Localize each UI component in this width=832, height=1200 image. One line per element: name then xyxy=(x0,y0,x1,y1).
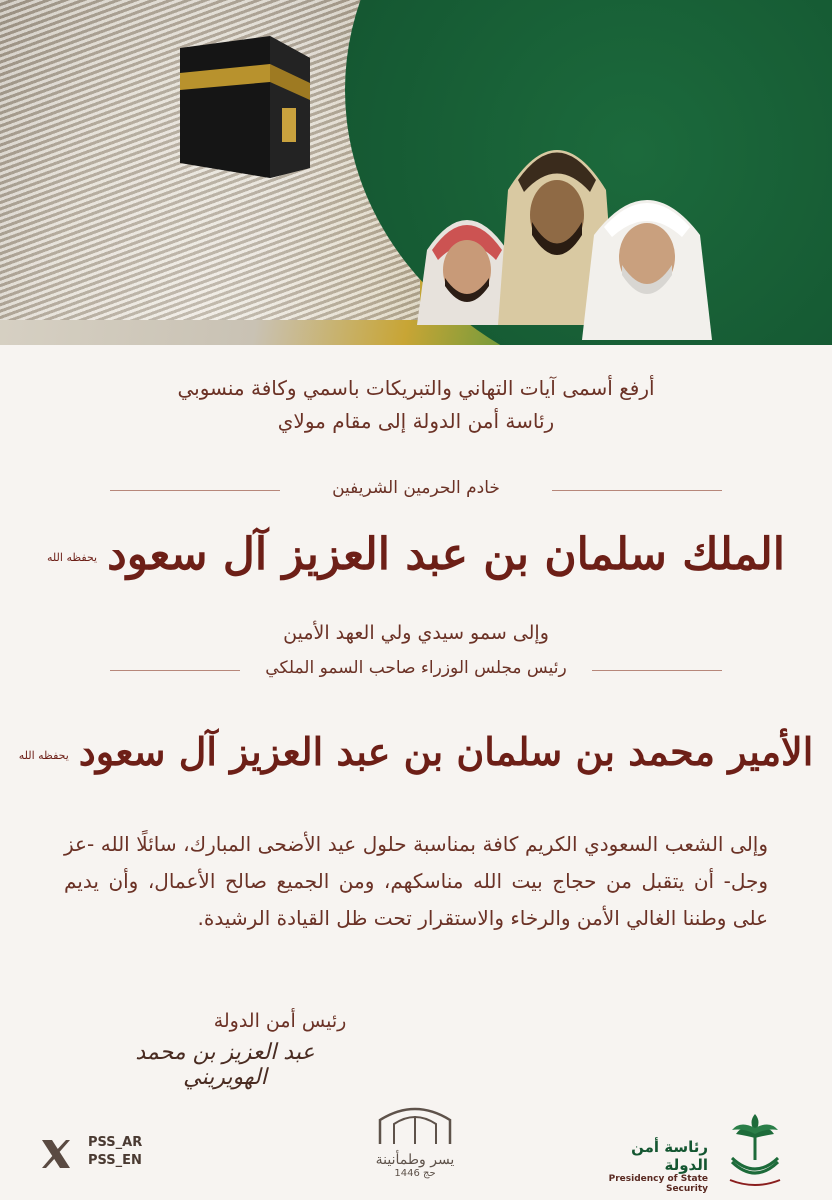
signature-name: عبد العزيز بن محمد الهويريني xyxy=(135,1040,315,1090)
agency-name-ar: رئاسة أمن الدولة xyxy=(631,1138,708,1174)
king-title-row xyxy=(110,478,722,502)
divider-right xyxy=(592,670,722,671)
intro-line-1: أرفع أسمى آيات التهاني والتبريكات باسمي وكافة منسوبي xyxy=(177,376,655,400)
king-name-calligraphy xyxy=(0,520,832,593)
king-portrait xyxy=(582,165,712,340)
social-handles xyxy=(88,1134,142,1170)
divider-right xyxy=(552,490,722,491)
divider-left xyxy=(110,670,240,671)
divider-left xyxy=(110,490,280,491)
saudi-emblem-icon xyxy=(722,1108,788,1192)
hajj-logo xyxy=(360,1098,470,1190)
crown-prince-title: رئيس مجلس الوزراء صاحب السمو الملكي xyxy=(265,658,567,678)
king-title: خادم الحرمين الشريفين xyxy=(332,478,500,498)
x-logo-icon[interactable] xyxy=(36,1134,76,1174)
crown-prince-honorific: يحفظه الله xyxy=(18,748,69,762)
king-name: الملك سلمان بن عبد العزيز آل سعود xyxy=(107,529,785,580)
hajj-logo-text: يسر وطمأنينة xyxy=(375,1152,455,1168)
hajj-year: حج 1446 xyxy=(394,1168,436,1179)
crown-prince-name-calligraphy xyxy=(0,712,832,796)
kaaba-image xyxy=(160,28,320,178)
signature-role: رئيس أمن الدولة xyxy=(213,1010,347,1032)
agency-name-en: Presidency of State Security xyxy=(608,1174,708,1194)
intro-text xyxy=(0,372,832,438)
intro-line-2: رئاسة أمن الدولة إلى مقام مولاي xyxy=(277,409,555,433)
hajj-arch-icon xyxy=(360,1098,470,1148)
king-honorific: يحفظه الله xyxy=(47,550,98,564)
crown-prince-title-row xyxy=(110,658,722,682)
message-body: وإلى الشعب السعودي الكريم كافة بمناسبة حلول عيد الأضحى المبارك، سائلًا الله -عز وجل- أن يتقبل من حجاج بيت الله مناسكهم، ومن الجميع صالح الأعمال، وأن يديم على وطننا الغالي الأمن والرخاء والاستقرار تحت ظل القيادة الرشيدة. xyxy=(64,832,768,930)
crown-prince-name: الأمير محمد بن سلمان بن عبد العزيز آل سعود xyxy=(78,729,814,774)
agency-name-block xyxy=(588,1138,708,1194)
crown-prince-intro: وإلى سمو سيدي ولي العهد الأمين xyxy=(283,622,549,644)
social-handle-en[interactable]: PSS_EN xyxy=(88,1153,142,1168)
hero-banner xyxy=(0,0,832,345)
social-handle-ar[interactable]: PSS_AR xyxy=(88,1135,143,1150)
